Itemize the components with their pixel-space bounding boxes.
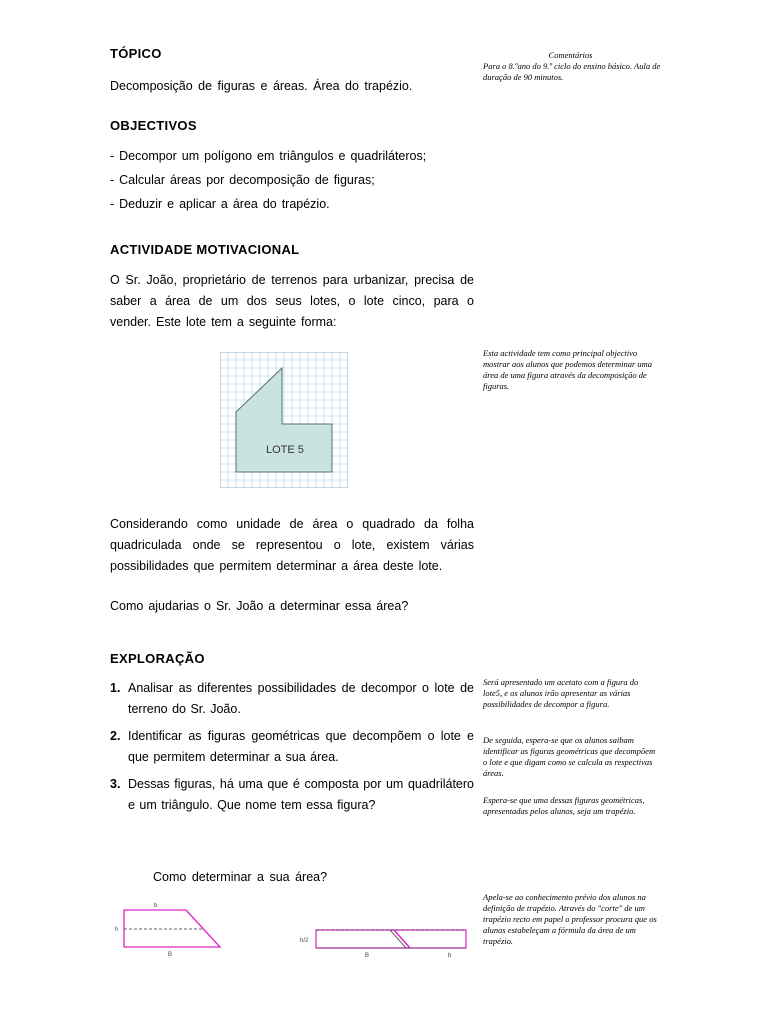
- exploracao-comment-final: Apela-se ao conhecimento prévio dos alunos na definição de trapézio. Através do "corte" de um trapézio recto em papel o professor procura que os alunos estabeleçam a fórmula da área de um trapézio.: [483, 892, 657, 946]
- exploracao-item: [110, 774, 474, 816]
- item-number: 3.: [110, 777, 121, 791]
- trapezio-figure: [112, 900, 228, 958]
- comentarios-intro: Para o 8.ºano do 9.º ciclo do ensino básico. Aula de duração de 90 minutos.: [483, 61, 661, 82]
- item-text: Dessas figuras, há uma que é composta por um quadrilátero e um triângulo. Que nome tem essa figura?: [128, 777, 474, 812]
- item-number: 1.: [110, 681, 121, 695]
- objectivo-item: - Decompor um polígono em triângulos e quadriláteros;: [110, 149, 427, 163]
- trapezio-rearranged-figure: [298, 918, 470, 962]
- item-number: 2.: [110, 729, 121, 743]
- label-B: B: [168, 952, 173, 958]
- lote5-figure: [220, 352, 348, 488]
- objectivos-heading: OBJECTIVOS: [110, 118, 197, 133]
- label-b: b: [448, 953, 452, 959]
- label-h2: h/2: [300, 938, 309, 944]
- topico-text: Decomposição de figuras e áreas. Área do trapézio.: [110, 79, 413, 93]
- actividade-text: O Sr. João, proprietário de terrenos para urbanizar, precisa de saber a área de um dos seus lotes, o lote cinco, para o vender. Este lote tem a seguinte forma:: [110, 273, 474, 329]
- objectivo-item: - Calcular áreas por decomposição de figuras;: [110, 173, 375, 187]
- label-h: h: [115, 927, 119, 933]
- objectivo-item: - Deduzir e aplicar a área do trapézio.: [110, 197, 330, 211]
- actividade-heading: ACTIVIDADE MOTIVACIONAL: [110, 242, 300, 257]
- exploracao-item: [110, 678, 474, 720]
- item-text: Analisar as diferentes possibilidades de decompor o lote de terreno do Sr. João.: [128, 681, 474, 716]
- item-text: Identificar as figuras geométricas que decompõem o lote e que permitem determinar a sua área.: [128, 729, 474, 764]
- actividade-text2: Considerando como unidade de área o quadrado da folha quadriculada onde se representou o lote, existem várias possibilidades que permitem determinar a área deste lote.: [110, 517, 474, 573]
- label-b: b: [154, 903, 158, 909]
- exploracao-item: [110, 726, 474, 768]
- exploracao-comment: Espera-se que uma dessas figuras geométricas, apresentadas pelos alunos, seja um trapézio.: [483, 795, 645, 816]
- comentarios-title: Comentários: [548, 50, 593, 60]
- exploracao-comment: De seguida, espera-se que os alunos saibam identificar as figuras geométricas que decompõem o lote e que digam como se calcula as respectivas áreas.: [483, 735, 656, 778]
- actividade-question: Como ajudarias o Sr. João a determinar essa área?: [110, 599, 409, 613]
- label-B: B: [365, 953, 370, 959]
- exploracao-question: Como determinar a sua área?: [153, 870, 328, 884]
- exploracao-comment: Será apresentado um acetato com a figura do lote5, e os alunos irão apresentar as várias possibilidades de decompor a figura.: [483, 677, 639, 709]
- exploracao-heading: EXPLORAÇÃO: [110, 651, 205, 666]
- topico-heading: TÓPICO: [110, 46, 162, 61]
- comentarios-block: [483, 50, 663, 83]
- lote5-label: LOTE 5: [266, 444, 304, 456]
- actividade-comment: Esta actividade tem como principal objectivo mostrar aos alunos que podemos determinar uma área de uma figura através da decomposição de figuras.: [483, 348, 653, 391]
